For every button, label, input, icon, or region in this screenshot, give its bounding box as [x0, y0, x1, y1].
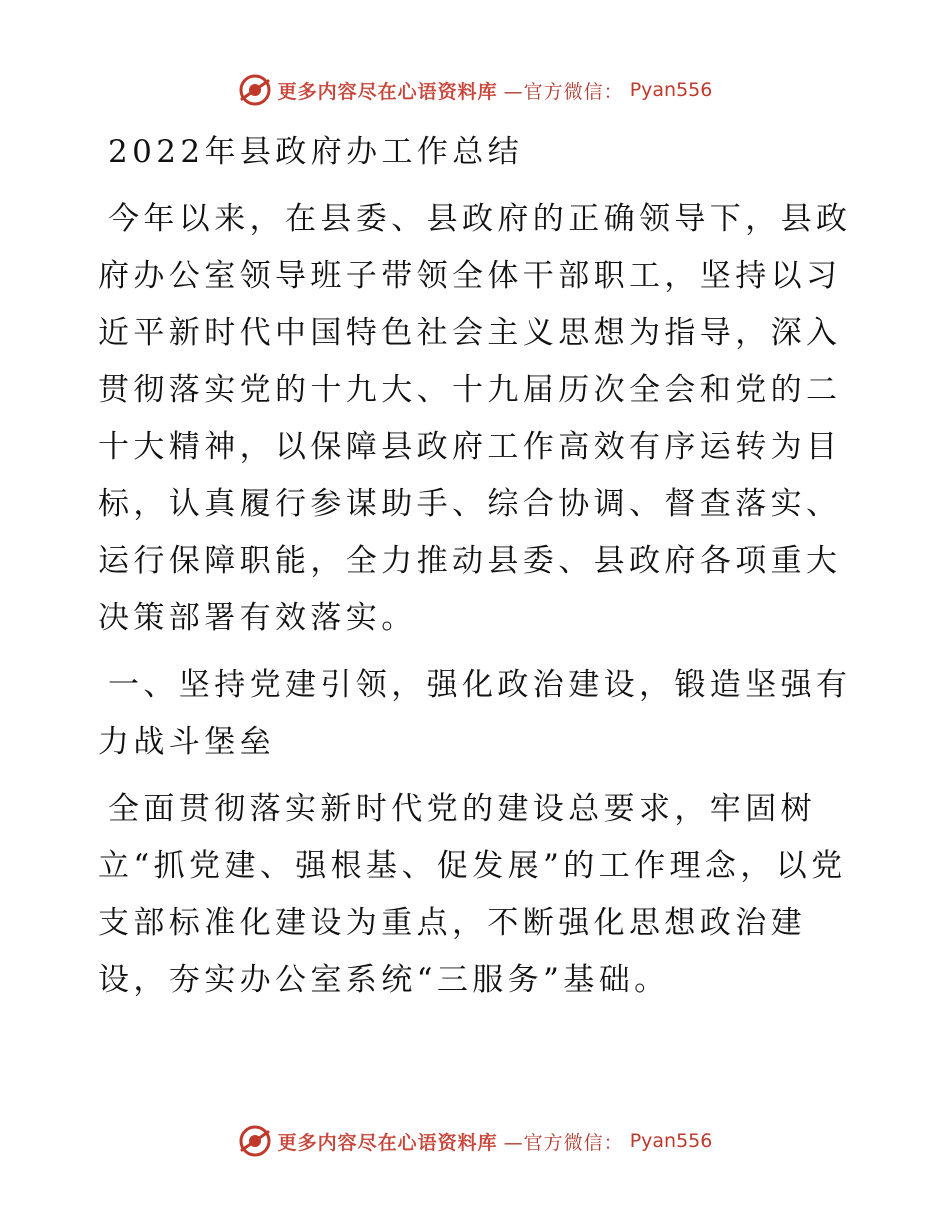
watermark-brand-text: 更多内容尽在心语资料库 [277, 80, 498, 103]
watermark-wechat-id: Pyan556 [629, 1130, 713, 1152]
watermark-wechat-id: Pyan556 [629, 79, 713, 101]
section-paragraph-1: 全面贯彻落实新时代党的建设总要求，牢固树立“抓党建、强根基、促发展”的工作理念，以党支部标准化建设为重点，不断强化思想政治建设，夯实办公室系统“三服务”基础。 [98, 791, 847, 998]
watermark-brand-text: 更多内容尽在心语资料库 [277, 1131, 498, 1154]
brand-logo-icon [238, 1124, 272, 1158]
footer-watermark-banner [0, 1123, 950, 1159]
intro-paragraph: 今年以来，在县委、县政府的正确领导下，县政府办公室领导班子带领全体干部职工，坚持以习近平新时代中国特色社会主义思想为指导，深入贯彻落实党的十九大、十九届历次全会和党的二十大精神，以保障县政府工作高效有序运转为目标，认真履行参谋助手、综合协调、督查落实、运行保障职能，全力推动县委、县政府各项重大决策部署有效落实。 [98, 201, 852, 636]
watermark-separator-text: —官方微信： [503, 80, 624, 103]
document-title: 2022年县政府办工作总结 [108, 134, 524, 170]
section-heading-1: 一、坚持党建引领，强化政治建设，锻造坚强有力战斗堡垒 [98, 667, 852, 760]
brand-logo-icon [238, 73, 272, 107]
document-body [98, 124, 858, 1019]
watermark-separator-text: —官方微信： [503, 1131, 624, 1154]
header-watermark-banner [0, 72, 950, 108]
